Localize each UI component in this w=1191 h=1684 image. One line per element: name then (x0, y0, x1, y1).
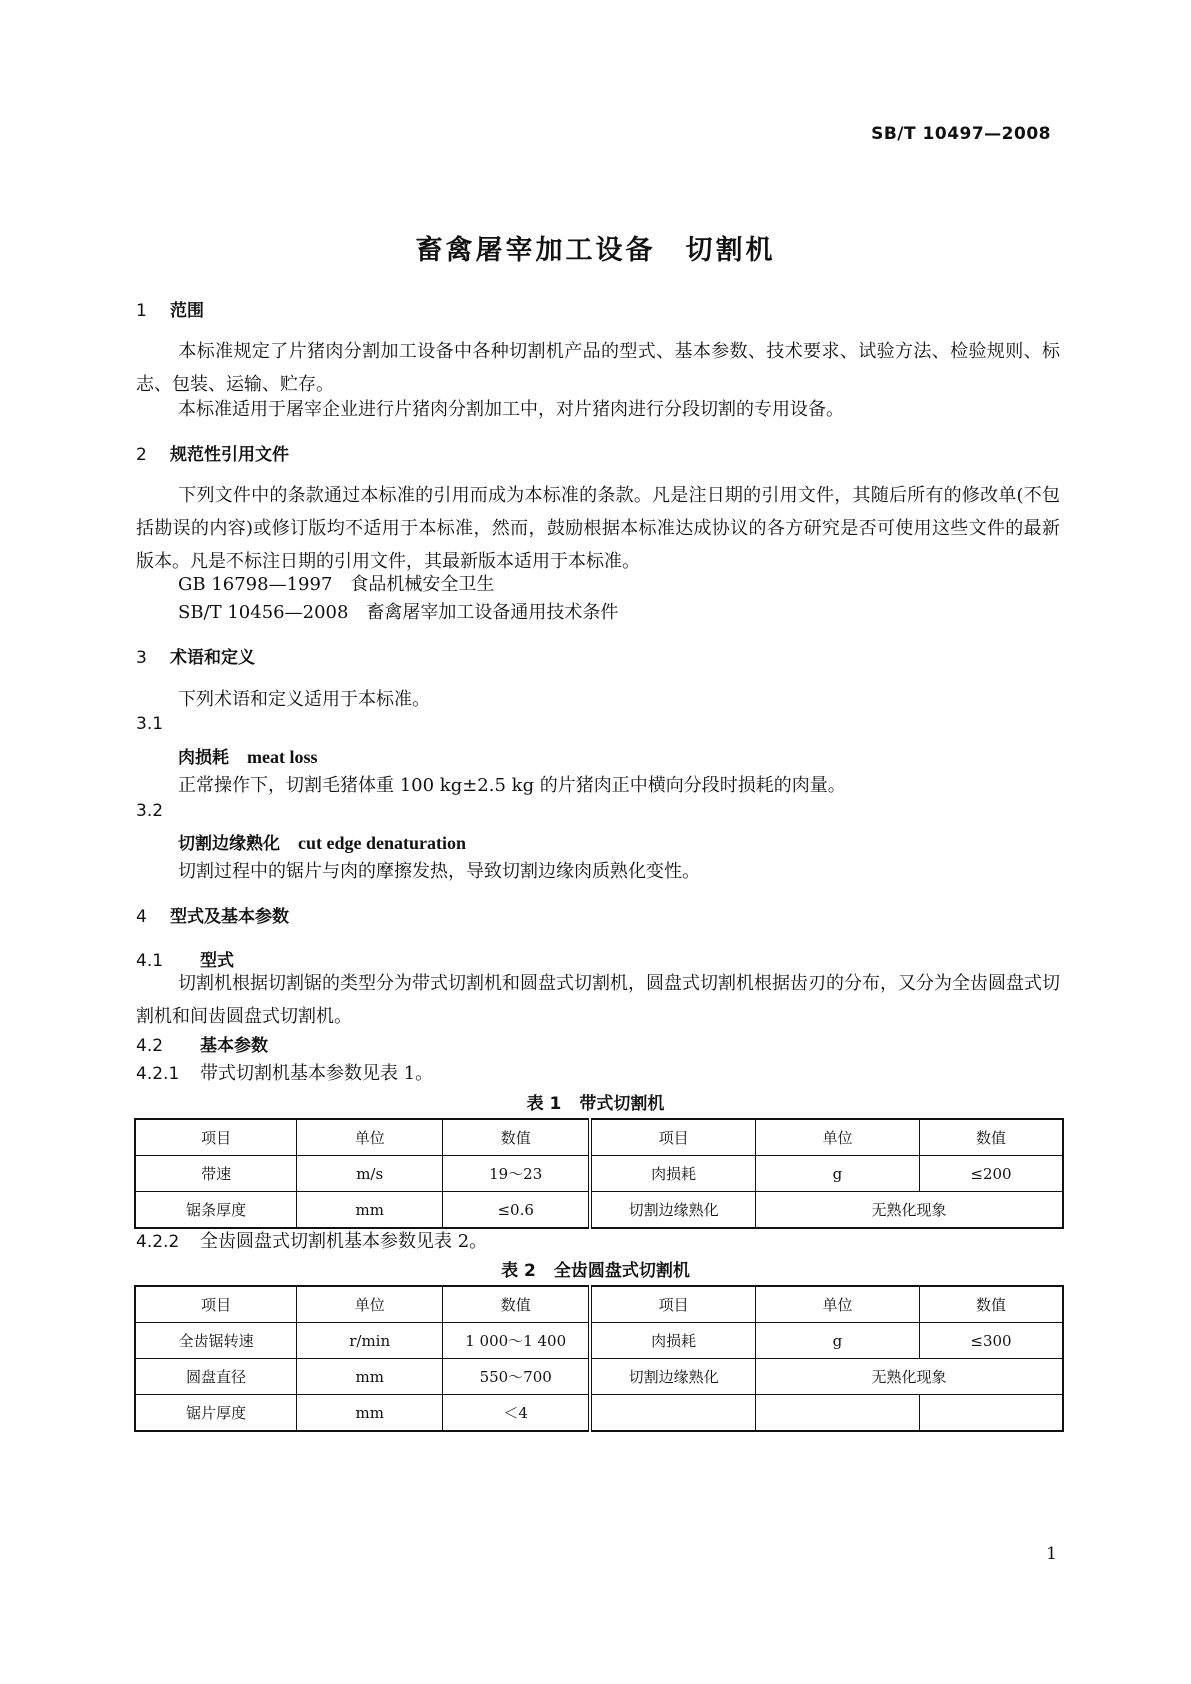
table-cell: 锯条厚度 (135, 1192, 297, 1229)
table-cell (755, 1395, 919, 1432)
subsection-4-1-heading: 4.1 型式 (136, 951, 234, 971)
table-cell: 1 000～1 400 (443, 1323, 591, 1359)
section-1-heading (136, 296, 204, 321)
table-header-row (135, 1286, 1063, 1323)
table-1 (134, 1118, 1064, 1229)
section-title: 术语和定义 (170, 648, 255, 668)
section-1-paragraph-1: 本标准规定了片猪肉分割加工设备中各种切割机产品的型式、基本参数、技术要求、试验方法、检验规则、标志、包装、运输、贮存。 (136, 341, 1060, 395)
document-title: 畜禽屠宰加工设备 切割机 (415, 235, 776, 266)
table-cell: ＜4 (443, 1395, 591, 1432)
term-2-number: 3.2 (136, 801, 164, 821)
table-cell: 无熟化现象 (755, 1192, 1063, 1229)
section-3-intro: 下列术语和定义适用于本标准。 (178, 689, 430, 710)
section-4-heading (136, 902, 289, 927)
section-number: 4 (136, 907, 147, 927)
table-cell: 项目 (135, 1119, 297, 1156)
table-cell: 肉损耗 (590, 1156, 755, 1192)
table-cell: 单位 (755, 1119, 919, 1156)
table-1-caption: 表 1 带式切割机 (526, 1094, 665, 1114)
reference-2: SB/T 10456—2008 畜禽屠宰加工设备通用技术条件 (178, 602, 619, 623)
table-cell: m/s (297, 1156, 443, 1192)
table-cell: 19～23 (443, 1156, 591, 1192)
table-cell: mm (297, 1359, 443, 1395)
section-title: 型式及基本参数 (170, 907, 289, 927)
table-cell: 项目 (590, 1119, 755, 1156)
table-cell: mm (297, 1192, 443, 1229)
table-cell: 全齿锯转速 (135, 1323, 297, 1359)
table-cell: r/min (297, 1323, 443, 1359)
subsection-4-2-heading: 4.2 基本参数 (136, 1036, 268, 1056)
section-number: 1 (136, 301, 147, 321)
table-cell: g (755, 1156, 919, 1192)
standard-code: SB/T 10497—2008 (871, 124, 1051, 144)
section-3-heading (136, 643, 255, 668)
table-cell: ≤0.6 (443, 1192, 591, 1229)
term-1-title: 肉损耗 meat loss (178, 747, 318, 768)
table-cell: 单位 (297, 1119, 443, 1156)
section-2-heading (136, 440, 289, 465)
table-row (135, 1192, 1063, 1229)
table-cell: ≤200 (919, 1156, 1063, 1192)
table-cell: g (755, 1323, 919, 1359)
table-cell: mm (297, 1395, 443, 1432)
table-cell: 数值 (443, 1286, 591, 1323)
table-cell: 数值 (443, 1119, 591, 1156)
table-row (135, 1323, 1063, 1359)
section-number: 3 (136, 648, 147, 668)
table-cell: 带速 (135, 1156, 297, 1192)
table-cell: ≤300 (919, 1323, 1063, 1359)
section-2-paragraph: 下列文件中的条款通过本标准的引用而成为本标准的条款。凡是注日期的引用文件，其随后所有的修改单(不包括勘误的内容)或修订版均不适用于本标准，然而，鼓励根据本标准达成协议的各方研究是否可使用这些文件的最新版本。凡是不标注日期的引用文件，其最新版本适用于本标准。 (136, 485, 1060, 572)
section-number: 2 (136, 445, 147, 465)
table-cell: 圆盘直径 (135, 1359, 297, 1395)
table-cell: 550～700 (443, 1359, 591, 1395)
subsection-4-2-1: 4.2.1 带式切割机基本参数见表 1。 (136, 1063, 434, 1084)
term-1-number: 3.1 (136, 714, 164, 734)
table-cell: 锯片厚度 (135, 1395, 297, 1432)
table-cell: 项目 (590, 1286, 755, 1323)
section-title: 范围 (170, 301, 204, 321)
table-header-row (135, 1119, 1063, 1156)
table-row (135, 1359, 1063, 1395)
term-2-title: 切割边缘熟化 cut edge denaturation (178, 833, 466, 854)
subsection-4-2-2: 4.2.2 全齿圆盘式切割机基本参数见表 2。 (136, 1231, 488, 1252)
table-cell: 项目 (135, 1286, 297, 1323)
table-cell: 肉损耗 (590, 1323, 755, 1359)
page-number: 1 (1046, 1544, 1057, 1564)
table-cell (590, 1395, 755, 1432)
table-cell: 无熟化现象 (755, 1359, 1063, 1395)
table-2 (134, 1285, 1064, 1432)
table-2-caption: 表 2 全齿圆盘式切割机 (501, 1261, 690, 1281)
table-row (135, 1156, 1063, 1192)
table-cell: 切割边缘熟化 (590, 1192, 755, 1229)
term-2-definition: 切割过程中的锯片与肉的摩擦发热，导致切割边缘肉质熟化变性。 (178, 861, 700, 882)
reference-1: GB 16798—1997 食品机械安全卫生 (178, 574, 495, 595)
table-cell: 单位 (297, 1286, 443, 1323)
table-cell: 切割边缘熟化 (590, 1359, 755, 1395)
table-cell: 数值 (919, 1119, 1063, 1156)
section-1-paragraph-2: 本标准适用于屠宰企业进行片猪肉分割加工中，对片猪肉进行分段切割的专用设备。 (178, 399, 844, 420)
table-row (135, 1395, 1063, 1432)
table-cell (919, 1395, 1063, 1432)
term-1-definition: 正常操作下，切割毛猪体重 100 kg±2.5 kg 的片猪肉正中横向分段时损耗的肉量。 (178, 775, 846, 796)
section-title: 规范性引用文件 (170, 445, 289, 465)
subsection-4-1-paragraph: 切割机根据切割锯的类型分为带式切割机和圆盘式切割机，圆盘式切割机根据齿刃的分布，又分为全齿圆盘式切割机和间齿圆盘式切割机。 (136, 973, 1060, 1027)
table-cell: 单位 (755, 1286, 919, 1323)
table-cell: 数值 (919, 1286, 1063, 1323)
